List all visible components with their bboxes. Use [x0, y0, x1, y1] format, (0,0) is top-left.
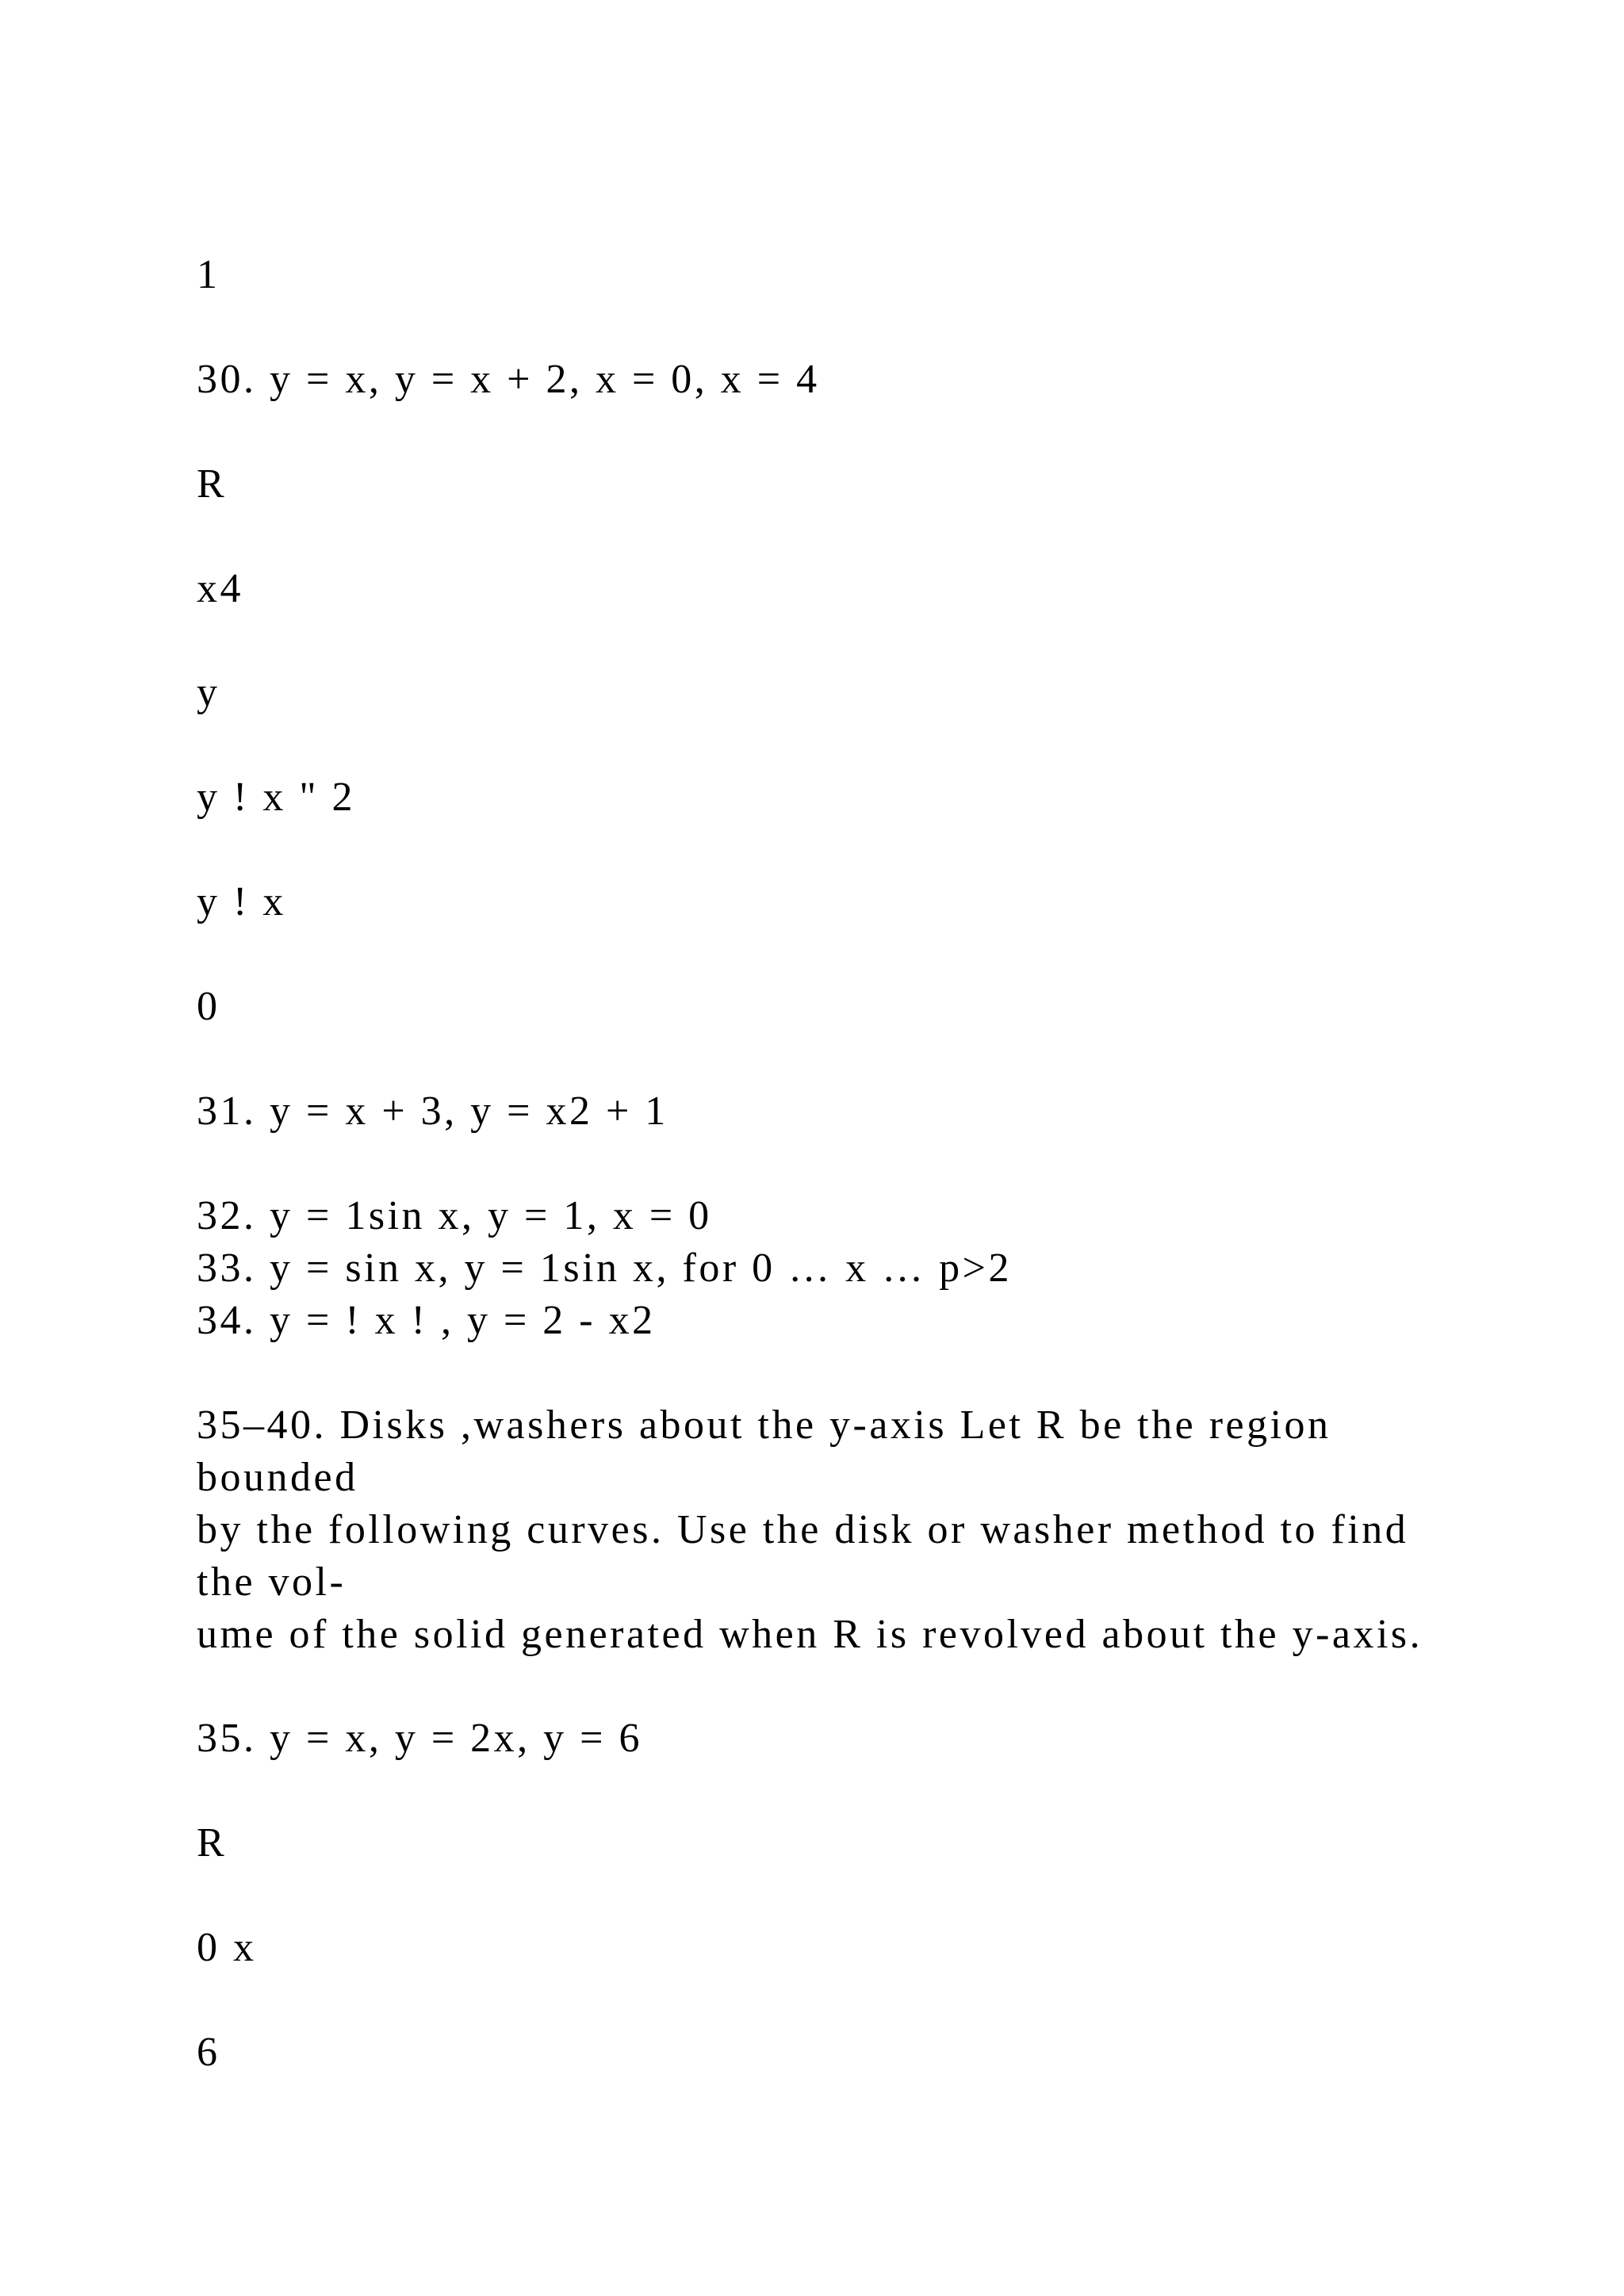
problem-32: 32. y = 1sin x, y = 1, x = 0 [197, 1193, 712, 1238]
figure-label-origin-x: 0 x [197, 1925, 257, 1970]
figure-label-y: y [197, 670, 220, 715]
figure-label-r: R [197, 1820, 228, 1866]
page-number-fragment: 1 [197, 252, 220, 297]
figure-label-origin: 0 [197, 984, 220, 1029]
section-text-line: by the following curves. Use the disk or washer method to find [197, 1507, 1409, 1552]
problem-31: 31. y = x + 3, y = x2 + 1 [197, 1089, 668, 1134]
problem-35: 35. y = x, y = 2x, y = 6 [197, 1716, 642, 1761]
section-text-line: ume of the solid generated when R is revolved about the y-axis. [197, 1612, 1423, 1657]
problem-34: 34. y = ! x ! , y = 2 - x2 [197, 1298, 656, 1343]
section-text-line: the vol- [197, 1559, 347, 1605]
problem-30: 30. y = x, y = x + 2, x = 0, x = 4 [197, 357, 820, 402]
section-heading-35-40: 35–40. Disks ,washers about the y-axis Let R be the region [197, 1402, 1331, 1448]
section-text-line: bounded [197, 1455, 358, 1500]
figure-label-x4: x4 [197, 566, 243, 611]
figure-label-r: R [197, 461, 228, 507]
figure-label-curve-2: y ! x [197, 879, 286, 924]
problem-33: 33. y = sin x, y = 1sin x, for 0 … x … p>2 [197, 1246, 1012, 1291]
figure-label-curve-1: y ! x " 2 [197, 775, 356, 820]
figure-label-6: 6 [197, 2030, 220, 2075]
